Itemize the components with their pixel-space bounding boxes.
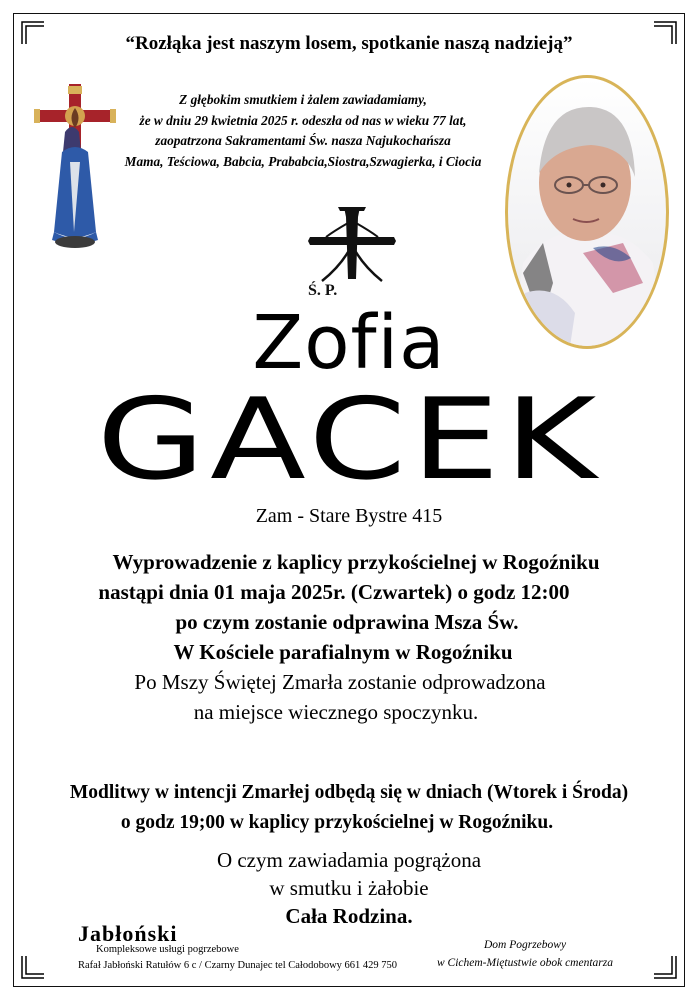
last-name-text: GACEK [96, 382, 602, 498]
funeral-house-info [420, 936, 630, 972]
funeral-house-line: Dom Pogrzebowy [483, 939, 567, 951]
quote: “Rozłąka jest naszym losem, spotkanie naszą nadzieją” [125, 33, 573, 54]
prayers-line: o godz 19;00 w kaplicy przykościelnej w Rogoźniku. [120, 812, 554, 833]
first-name: Zofia [252, 300, 446, 386]
procession-line: na miejsce wiecznego spoczynku. [193, 700, 479, 724]
cross-label: Ś. P. [308, 282, 338, 298]
last-name [42, 382, 656, 498]
corner-ornament [20, 954, 46, 980]
crucifix-with-madonna-icon [32, 82, 118, 252]
procession-line: nastąpi dnia 01 maja 2025r. (Czwartek) o godz 12:00 [98, 580, 570, 604]
funeral-house-line: w Cichem-Miętustwie obok cmentarza [437, 957, 613, 969]
family-line: Cała Rodzina. [285, 904, 413, 928]
announcement-line: że w dniu 29 kwietnia 2025 r. odeszła od nas w wieku 77 lat, [139, 112, 467, 128]
funeral-home-address: Rafał Jabłoński Ratułów 6 c / Czarny Dunajec tel Całodobowy 661 429 750 [78, 960, 398, 971]
procession-line: Wyprowadzenie z kaplicy przykościelnej w Rogoźniku [112, 550, 600, 574]
procession-line: W Kościele parafialnym w Rogoźniku [173, 640, 513, 664]
prayers-info [0, 778, 698, 838]
announcement-line: Mama, Teściowa, Babcia, Prababcia,Siostra,Szwagierka, i Ciocia [124, 153, 482, 169]
funeral-home-logo [78, 921, 408, 973]
announcement-line: zaopatrzona Sakramentami Św. nasza Najukochańsza [155, 133, 451, 148]
address: Zam - Stare Bystre 415 [255, 505, 443, 527]
procession-line: Po Mszy Świętej Zmarła zostanie odprowadzona [134, 670, 546, 694]
ornate-cross-icon [304, 203, 400, 298]
family-line: w smutku i żałobie [269, 876, 429, 900]
family-signature [0, 846, 698, 930]
family-line: O czym zawiadamia pogrążona [216, 848, 482, 872]
procession-line: po czym zostanie odprawina Msza Św. [175, 610, 519, 634]
funeral-home-subtitle: Kompleksowe usługi pogrzebowe [96, 944, 239, 955]
announcement [118, 90, 488, 172]
announcement-line: Z głębokim smutkiem i żalem zawiadamiamy, [179, 92, 427, 107]
funeral-home-name: Jabłoński [78, 921, 178, 946]
corner-ornament [652, 954, 678, 980]
prayers-line: Modlitwy w intencji Zmarłej odbędą się w dniach (Wtorek i Środa) [69, 782, 629, 803]
procession-info [0, 547, 698, 727]
